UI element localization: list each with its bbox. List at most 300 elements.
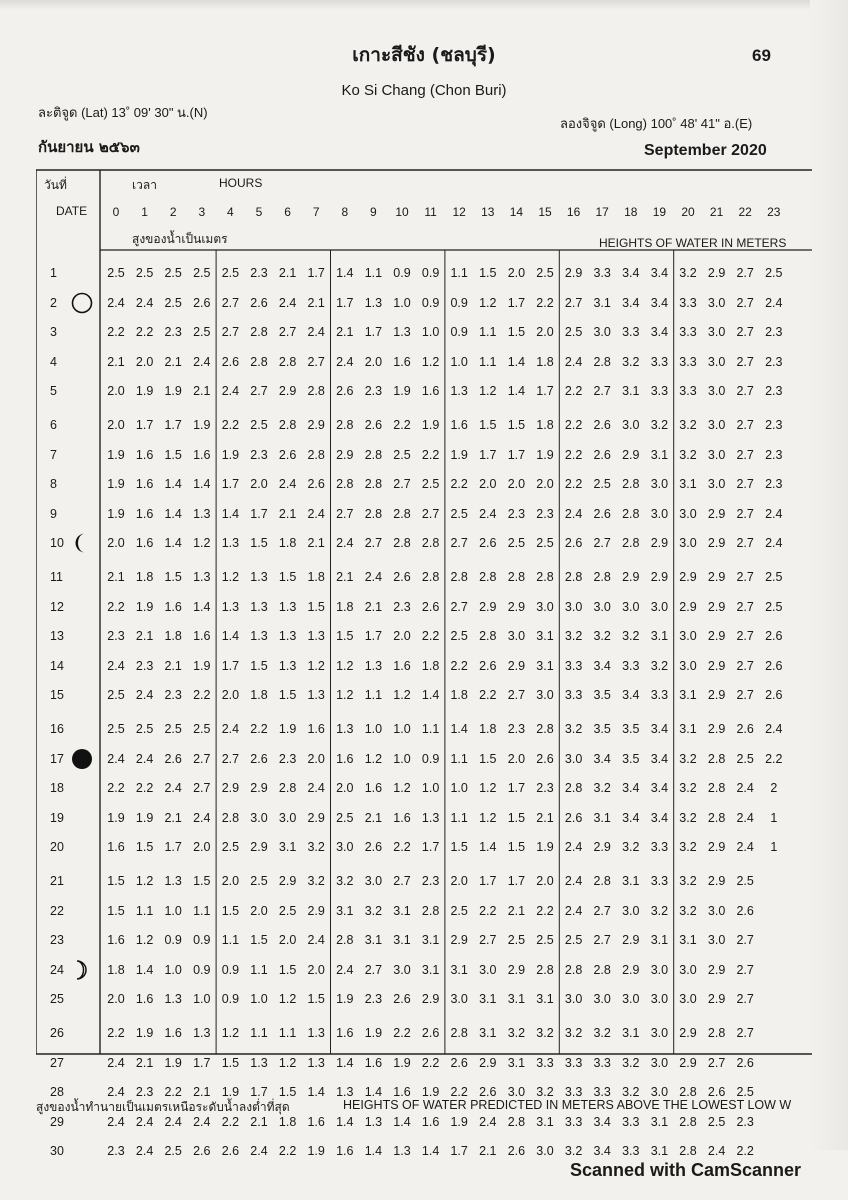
tide-height-cell: 2.4 [164,781,182,796]
tide-height-cell: 3.3 [622,1144,640,1159]
tide-height-cell: 2.7 [421,506,440,521]
tide-height-cell: 2.5 [536,266,554,280]
tide-height-cell: 2.4 [278,295,297,310]
tide-height-cell: 1.3 [250,599,268,614]
day-number: 5 [50,384,57,399]
tide-height-cell: 2.6 [765,688,783,703]
tide-height-cell: 2.2 [736,1144,754,1159]
tide-height-cell: 2.7 [736,536,754,551]
tide-height-cell: 2.7 [278,325,297,340]
tide-height-cell: 1.8 [307,570,325,584]
tide-height-cell: 1.3 [364,295,383,310]
tide-height-cell: 1.4 [307,1085,325,1100]
tide-height-cell: 1.5 [479,418,497,432]
tide-height-cell: 1.3 [307,1055,325,1070]
tide-height-cell: 2.0 [507,477,526,492]
tide-height-cell: 2.0 [507,266,526,280]
tide-height-cell: 3.4 [593,1114,611,1129]
tide-height-cell: 1.1 [450,751,468,766]
tide-height-cell: 3.0 [650,1085,669,1100]
first-quarter-crescent-icon [71,959,93,981]
tide-height-cell: 3.2 [307,840,325,855]
time-label-thai: เวลา [132,178,157,192]
tide-height-cell: 3.3 [650,354,669,369]
tide-height-cell: 2.9 [250,840,268,855]
tide-height-cell: 1.9 [393,384,411,399]
tide-height-cell: 1.9 [135,810,154,825]
tide-height-cell: 1.1 [450,266,468,280]
tide-height-cell: 2.8 [536,722,554,736]
hour-header: 3 [198,205,206,219]
tide-height-cell: 3.3 [564,1114,583,1129]
tide-height-cell: 3.2 [593,1026,611,1040]
tide-height-cell: 2.8 [564,570,583,584]
tide-height-cell: 2.3 [164,325,182,340]
tide-height-cell: 2.8 [450,1026,468,1040]
tide-height-cell: 1.4 [450,722,468,736]
tide-height-cell: 2.9 [564,266,583,280]
tide-height-cell: 1.8 [278,1114,297,1129]
tide-height-cell: 3.3 [650,874,669,888]
tide-height-cell: 1.4 [336,1055,354,1070]
tide-height-cell: 3.2 [336,874,354,888]
tide-height-cell: 2.6 [536,751,554,766]
tide-height-cell: 3.2 [564,1026,583,1040]
tide-height-cell: 2.1 [164,810,182,825]
tide-height-cell: 2.5 [193,722,211,736]
tide-height-cell: 3.3 [564,1055,583,1070]
tide-height-cell: 3.3 [593,1085,611,1100]
tide-height-cell: 1.6 [164,599,182,614]
tide-height-cell: 2.9 [622,933,640,948]
tide-height-cell: 1.1 [364,688,383,703]
day-number: 24 [50,962,64,977]
tide-height-cell: 1.3 [364,1114,383,1129]
tide-height-cell: 1.6 [135,477,154,492]
tide-height-cell: 3.0 [336,840,354,855]
tide-height-cell: 1.4 [336,1114,354,1129]
tide-height-cell: 2.3 [135,1085,154,1100]
tide-height-cell: 1.7 [507,295,526,310]
tide-height-cell: 1.6 [393,810,411,825]
tide-height-cell: 1.4 [193,599,211,614]
tide-height-cell: 1.3 [307,1026,325,1040]
tide-height-cell: 1.3 [278,629,297,644]
tide-height-cell: 1.9 [221,1085,240,1100]
tide-height-cell: 1.4 [421,1144,440,1159]
day-number: 7 [50,447,57,462]
tide-height-cell: 1.6 [421,1114,440,1129]
tide-height-cell: 2.5 [221,840,240,855]
page-number: 69 [752,46,771,65]
tide-height-cell: 2.4 [564,506,583,521]
tide-height-cell: 2.1 [336,570,354,584]
tide-height-cell: 3.4 [622,295,640,310]
tide-height-cell: 2.9 [650,536,669,551]
tide-height-cell: 1.1 [193,903,211,918]
tide-height-cell: 2.8 [707,810,726,825]
tide-height-cell: 2.6 [193,1144,211,1159]
tide-height-cell: 1.9 [193,418,211,432]
tide-height-cell: 2.7 [736,599,754,614]
tide-height-cell: 3.0 [536,1144,554,1159]
tide-height-cell: 2.4 [135,688,154,703]
tide-height-cell: 1.1 [479,354,497,369]
hour-header: 23 [767,205,781,219]
tide-height-cell: 1.3 [250,629,268,644]
tide-height-cell: 2.2 [393,840,411,855]
tide-height-cell: 3.0 [707,295,726,310]
tide-height-cell: 2.5 [107,266,125,280]
tide-height-cell: 0.9 [193,962,211,977]
tide-height-cell: 2.2 [221,418,240,432]
tide-height-cell: 2.0 [107,384,125,399]
tide-height-cell: 1.2 [479,384,497,399]
tide-height-cell: 2.8 [336,418,354,432]
tide-height-cell: 1.9 [421,1085,440,1100]
tide-height-cell: 2.4 [250,1144,268,1159]
tide-height-cell: 1.5 [221,903,240,918]
tide-height-cell: 2.4 [736,781,754,796]
tide-height-cell: 2.9 [622,962,640,977]
tide-height-cell: 1.5 [479,751,497,766]
tide-height-cell: 1.1 [221,933,240,948]
tide-height-cell: 2.0 [507,751,526,766]
tide-height-cell: 3.2 [679,903,697,918]
tide-height-cell: 1.5 [507,325,526,340]
tide-height-cell: 3.1 [364,933,383,948]
tide-height-cell: 2.1 [307,536,325,551]
tide-height-cell: 2.0 [307,962,325,977]
footer-note-thai: สูงของน้ำทำนายเป็นเมตรเหนือระดับน้ำลงต่ำที่สุด [36,1100,290,1114]
tide-height-cell: 2.8 [278,354,297,369]
tide-height-cell: 3.5 [622,751,640,766]
tide-height-cell: 2.4 [736,840,754,855]
tide-height-cell: 2.9 [593,840,611,855]
tide-height-cell: 1.1 [135,903,154,918]
tide-height-cell: 1.9 [107,477,125,492]
tide-height-cell: 2.0 [278,933,297,948]
tide-height-cell: 2.2 [536,295,554,310]
tide-height-cell: 2.2 [107,599,125,614]
tide-height-cell: 2.1 [135,629,154,644]
tide-height-cell: 2.4 [107,751,125,766]
day-number: 4 [50,354,57,369]
tide-height-cell: 2.9 [707,629,726,644]
tide-height-cell: 2.9 [307,903,325,918]
tide-height-cell: 3.4 [622,688,640,703]
tide-height-cell: 2.7 [221,325,240,340]
day-number: 12 [50,599,64,614]
tide-height-cell: 2.4 [364,570,383,584]
tide-height-cell: 2.4 [278,477,297,492]
tide-height-cell: 3.4 [650,722,669,736]
tide-height-cell: 2.7 [736,992,754,1007]
tide-height-cell: 1.9 [135,1026,154,1040]
tide-height-cell: 3.1 [650,933,669,948]
tide-height-cell: 2.8 [336,477,354,492]
tide-height-cell: 1.6 [393,658,411,673]
day-number: 14 [50,658,64,673]
tide-height-cell: 2.7 [221,295,240,310]
tide-height-cell: 2.6 [736,903,754,918]
tide-height-cell: 2.5 [164,1144,182,1159]
tide-height-cell: 3.0 [707,384,726,399]
tide-height-cell: 2.4 [765,722,783,736]
tide-height-cell: 3.1 [536,1114,554,1129]
tide-height-cell: 1.6 [307,1114,325,1129]
tide-height-cell: 3.3 [622,325,640,340]
tide-height-cell: 2.5 [536,933,554,948]
tide-height-cell: 2.9 [707,570,726,584]
tide-height-cell: 3.3 [593,1055,611,1070]
tide-height-cell: 3.2 [307,874,325,888]
tide-height-cell: 1.6 [364,1055,383,1070]
tide-height-cell: 2.3 [135,658,154,673]
tide-height-cell: 1.3 [307,629,325,644]
tide-height-cell: 1.0 [364,722,383,736]
tide-height-cell: 2.7 [736,658,754,673]
tide-height-cell: 2.0 [107,992,125,1007]
date-label-thai: วันที่ [44,178,67,192]
tide-height-cell: 3.3 [650,840,669,855]
tide-height-cell: 2.8 [507,570,526,584]
tide-height-cell: 2.4 [107,1114,125,1129]
tide-height-cell: 2.0 [336,781,354,796]
tide-height-cell: 2.7 [479,933,497,948]
tide-height-cell: 3.4 [593,751,611,766]
hour-header: 22 [738,205,752,219]
tide-height-cell: 3.2 [650,658,669,673]
tide-height-cell: 1.6 [393,354,411,369]
tide-height-cell: 3.1 [536,629,554,644]
tide-height-cell: 2.9 [707,506,726,521]
tide-height-cell: 1.7 [479,447,497,462]
hour-header: 12 [452,205,466,219]
tide-height-cell: 2.7 [736,688,754,703]
tide-height-cell: 1.3 [450,384,468,399]
tide-height-cell: 3.0 [507,629,526,644]
day-number: 30 [50,1144,64,1159]
tide-height-cell: 1.7 [221,658,240,673]
tide-height-cell: 0.9 [450,295,468,310]
tide-height-cell: 1.7 [135,418,154,432]
tide-height-cell: 2.3 [164,688,182,703]
tide-height-cell: 2.4 [336,354,354,369]
tide-height-cell: 3.0 [593,325,611,340]
tide-height-cell: 1.2 [479,810,497,825]
tide-height-cell: 2.0 [393,629,411,644]
tide-height-cell: 2.0 [250,477,268,492]
tide-height-cell: 2.9 [707,658,726,673]
tide-height-cell: 2.4 [736,810,754,825]
tide-height-cell: 2.2 [421,447,440,462]
tide-height-cell: 3.0 [393,962,411,977]
tide-height-cell: 2.4 [707,1144,726,1159]
tide-height-cell: 2.7 [736,506,754,521]
tide-height-cell: 0.9 [221,992,240,1007]
tide-height-cell: 2.2 [393,418,411,432]
tide-height-cell: 2.4 [193,1114,211,1129]
tide-height-cell: 1.2 [479,781,497,796]
tide-height-cell: 2.8 [622,536,640,551]
tide-height-cell: 2.4 [135,1144,154,1159]
tide-height-cell: 1.6 [336,1026,354,1040]
tide-height-cell: 2.1 [193,384,211,399]
tide-height-cell: 2.6 [307,477,325,492]
tide-height-cell: 1.7 [450,1144,468,1159]
tide-height-cell: 2.5 [278,903,297,918]
tide-height-cell: 2.7 [393,874,411,888]
tide-height-cell: 2.9 [622,447,640,462]
tide-height-cell: 2.5 [536,536,554,551]
tide-height-cell: 1.8 [250,688,268,703]
tide-height-cell: 1.6 [336,1144,354,1159]
hour-header: 17 [595,205,609,219]
tide-height-cell: 1.5 [507,810,526,825]
tide-height-cell: 3.1 [679,688,697,703]
tide-height-cell: 0.9 [421,751,440,766]
tide-height-cell: 2.6 [421,599,440,614]
tide-height-cell: 1.0 [393,722,411,736]
tide-height-cell: 1.8 [536,354,554,369]
tide-height-cell: 2.6 [421,1026,440,1040]
tide-height-cell: 2.1 [278,266,297,280]
tide-height-cell: 3.2 [622,629,640,644]
tide-height-cell: 1.6 [336,751,354,766]
tide-height-cell: 3.0 [593,992,611,1007]
tide-height-cell: 2.8 [593,874,611,888]
tide-height-cell: 3.0 [650,477,669,492]
tide-height-cell: 2.8 [364,477,383,492]
tide-height-cell: 1.5 [107,874,125,888]
tide-height-cell: 2.5 [765,570,783,584]
tide-height-cell: 2.7 [736,933,754,948]
tide-height-cell: 3.2 [593,629,611,644]
tide-height-cell: 2.6 [250,751,268,766]
tide-height-cell: 1.5 [250,933,268,948]
tide-height-cell: 2.3 [278,751,297,766]
tide-height-cell: 2.6 [707,1085,726,1100]
tide-height-cell: 2.2 [479,688,497,703]
tide-height-cell: 2.0 [536,325,554,340]
tide-height-cell: 1.0 [164,962,182,977]
tide-height-cell: 2.9 [707,992,726,1007]
tide-height-cell: 2.9 [679,570,697,584]
tide-height-cell: 3.2 [650,903,669,918]
tide-height-cell: 3.1 [679,477,697,492]
tide-height-cell: 3.0 [507,1085,526,1100]
tide-height-cell: 0.9 [421,295,440,310]
tide-height-cell: 1.4 [164,536,182,551]
tide-height-cell: 2.8 [679,1114,697,1129]
day-number: 26 [50,1026,64,1040]
tide-height-cell: 1.7 [479,874,497,888]
tide-height-cell: 1.3 [164,874,182,888]
tide-height-cell: 2.5 [736,874,754,888]
tide-height-cell: 1.3 [164,992,182,1007]
tide-height-cell: 2.9 [707,962,726,977]
tide-height-cell: 2.9 [479,599,497,614]
tide-height-cell: 3.3 [622,658,640,673]
tide-height-cell: 2.0 [107,418,125,432]
tide-height-cell: 2.2 [393,1026,411,1040]
tide-height-cell: 3.0 [707,447,726,462]
tide-height-cell: 2.9 [679,1055,697,1070]
scan-top-edge [0,0,848,10]
tide-height-cell: 2.4 [221,722,240,736]
tide-height-cell: 1.3 [393,1144,411,1159]
tide-height-cell: 3.0 [564,992,583,1007]
tide-height-cell: 1.6 [307,722,325,736]
day-number: 1 [50,266,57,280]
tide-height-cell: 2.0 [479,477,497,492]
longitude-label: ลองจิจูด (Long) 100˚ 48' 41" อ.(E) [560,116,753,131]
tide-height-cell: 1.8 [536,418,554,432]
tide-height-cell: 2.4 [765,506,783,521]
tide-height-cell: 2.1 [250,1114,268,1129]
tide-height-cell: 1.3 [250,1055,268,1070]
tide-height-cell: 1.9 [364,1026,383,1040]
tide-height-cell: 2.6 [765,629,783,644]
tide-height-cell: 2.5 [393,447,411,462]
tide-height-cell: 1.3 [336,722,354,736]
tide-height-cell: 1.6 [421,384,440,399]
tide-height-cell: 1.4 [364,1085,383,1100]
tide-height-cell: 3.0 [650,962,669,977]
tide-height-cell: 1.7 [536,384,554,399]
tide-height-cell: 2.1 [278,506,297,521]
tide-height-cell: 2.2 [479,903,497,918]
tide-height-cell: 1.3 [307,688,325,703]
tide-height-cell: 2.0 [135,354,154,369]
tide-height-cell: 3.0 [707,477,726,492]
tide-height-cell: 2.2 [564,418,583,432]
tide-height-cell: 1.2 [393,781,411,796]
tide-height-cell: 2.5 [221,266,240,280]
tide-height-cell: 1.9 [164,1055,182,1070]
tide-height-cell: 3.1 [593,295,611,310]
tide-height-cell: 1.7 [250,1085,268,1100]
tide-height-cell: 2.7 [221,751,240,766]
tide-height-cell: 2.7 [707,1055,726,1070]
tide-height-cell: 2.7 [336,506,354,521]
tide-height-cell: 2.5 [736,1085,754,1100]
tide-height-cell: 1.9 [307,1144,325,1159]
hour-header: 16 [566,205,581,219]
tide-height-cell: 1.2 [278,1055,297,1070]
hour-header: 10 [395,205,409,219]
tide-height-cell: 1.7 [193,1055,211,1070]
tide-height-cell: 2.8 [622,477,640,492]
tide-height-cell: 1.8 [450,688,468,703]
hour-header: 0 [112,205,120,219]
tide-height-cell: 1.5 [278,570,297,584]
tide-height-cell: 2.7 [564,295,583,310]
tide-height-cell: 1.2 [393,688,411,703]
tide-height-cell: 1.4 [507,354,526,369]
tide-height-cell: 2.3 [765,447,783,462]
tide-height-cell: 0.9 [164,933,182,948]
tide-height-cell: 2.7 [193,781,211,796]
tide-height-cell: 3.4 [622,810,640,825]
tide-height-cell: 2.8 [421,570,440,584]
tide-height-cell: 2.3 [250,266,268,280]
tide-height-cell: 1.5 [164,447,182,462]
month-thai: กันยายน ๒๕๖๓ [38,138,140,156]
tide-height-cell: 3.5 [622,722,640,736]
tide-height-cell: 2.6 [221,1144,240,1159]
